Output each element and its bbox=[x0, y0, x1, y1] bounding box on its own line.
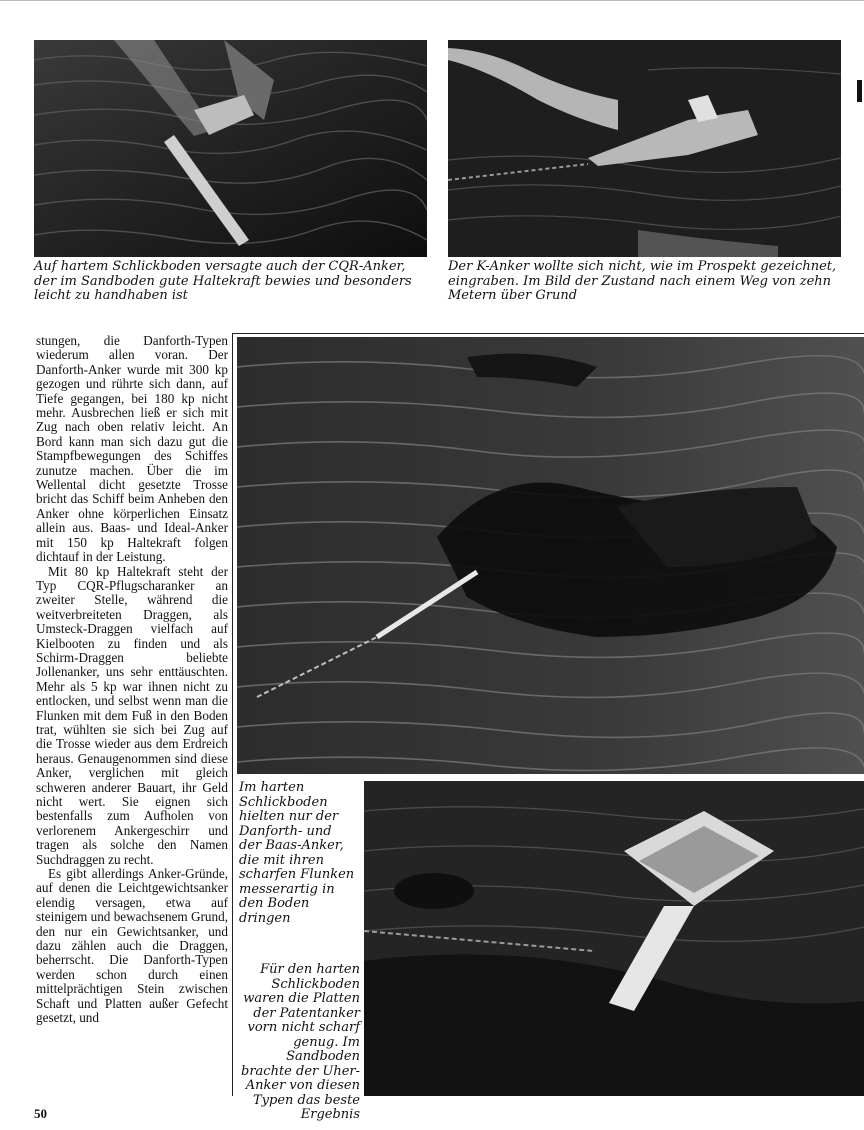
photo-cqr-anchor bbox=[34, 40, 427, 257]
caption-middle: Im harten Schlickboden hielten nur der Danforth- und der Baas-Anker, die mit ihren scharfen Flunken messerartig in den Boden dringen bbox=[239, 780, 355, 926]
body-paragraph-1: stungen, die Danforth-Typen wiederum allen voran. Der Danforth-Anker wurde mit 300 kp gezogen und rührte sich dann, auf Tiefe gegangen, bei 180 kp nicht mehr. Ausbrechen ließ er sich mit Zug nach oben relativ leicht. An Bord kann man sich dazu gut die Stampfbewegungen des Schiffes zunutze machen. Über die im Wellental dicht gesetzte Trosse bricht das Schiff beim Anheben den Anker ohne körperlichen Einsatz allein aus. Baas- und Ideal-Anker mit 150 kp Haltekraft folgen dichtauf in der Leistung. bbox=[36, 333, 228, 565]
column-divider bbox=[232, 334, 233, 1096]
caption-bottom: Für den harten Schlickboden waren die Platten der Patentanker vorn nicht scharf genug. Im Sandboden brachte der Uher-Anker von diesen Typen das beste Ergebnis bbox=[241, 962, 360, 1122]
top-rule bbox=[0, 0, 864, 1]
photo-patent-anchor bbox=[364, 781, 864, 1096]
page-edge-mark bbox=[857, 80, 862, 102]
body-paragraph-2: Mit 80 kp Haltekraft steht der Typ CQR-Pflugscharanker an zweiter Stelle, während die weitverbreiteten Draggen, als Umsteck-Draggen vielfach auf Kielbooten zu finden und als Schirm-Draggen beliebte Jollenanker, uns sehr enttäuschten. Mehr als 5 kp war ihnen nicht zu entlocken, und selbst wenn man die Flunken mit dem Fuß in den Boden trat, wühlten sie sich bei Zug auf die Trosse wieder aus dem Erdreich heraus. Genaugenommen sind diese Anker, verglichen mit gleich schweren anderer Bauart, ihr Geld nicht wert. Sie eignen sich bestenfalls zum Aufholen von verlorenem Ankergeschirr und tragen als solche den Namen Suchdraggen zu recht. bbox=[36, 563, 228, 867]
caption-top-right: Der K-Anker wollte sich nicht, wie im Prospekt gezeichnet, eingraben. Im Bild der Zustand nach einem Weg von zehn Metern über Grund bbox=[448, 259, 837, 303]
body-paragraph-3: Es gibt allerdings Anker-Gründe, auf denen die Leichtgewichtsanker elendig versagen, etwa auf steinigem und bewachsenem Grund, den nur ein Gewichtsanker, und dazu zählen auch die Draggen, beherrscht. Die Danforth-Typen werden schon durch einen mittelprächtigen Stein zwischen Schaft und Platten außer Gefecht gesetzt, und bbox=[36, 866, 228, 1026]
article-body bbox=[36, 334, 228, 1026]
frame-top bbox=[232, 333, 864, 334]
caption-top-left: Auf hartem Schlickboden versagte auch der CQR-Anker, der im Sandboden gute Haltekraft bewies und besonders leicht zu handhaben ist bbox=[34, 259, 412, 303]
page-number: 50 bbox=[34, 1106, 47, 1121]
photo-danforth-anchor bbox=[237, 337, 864, 774]
photo-k-anchor bbox=[448, 40, 841, 257]
